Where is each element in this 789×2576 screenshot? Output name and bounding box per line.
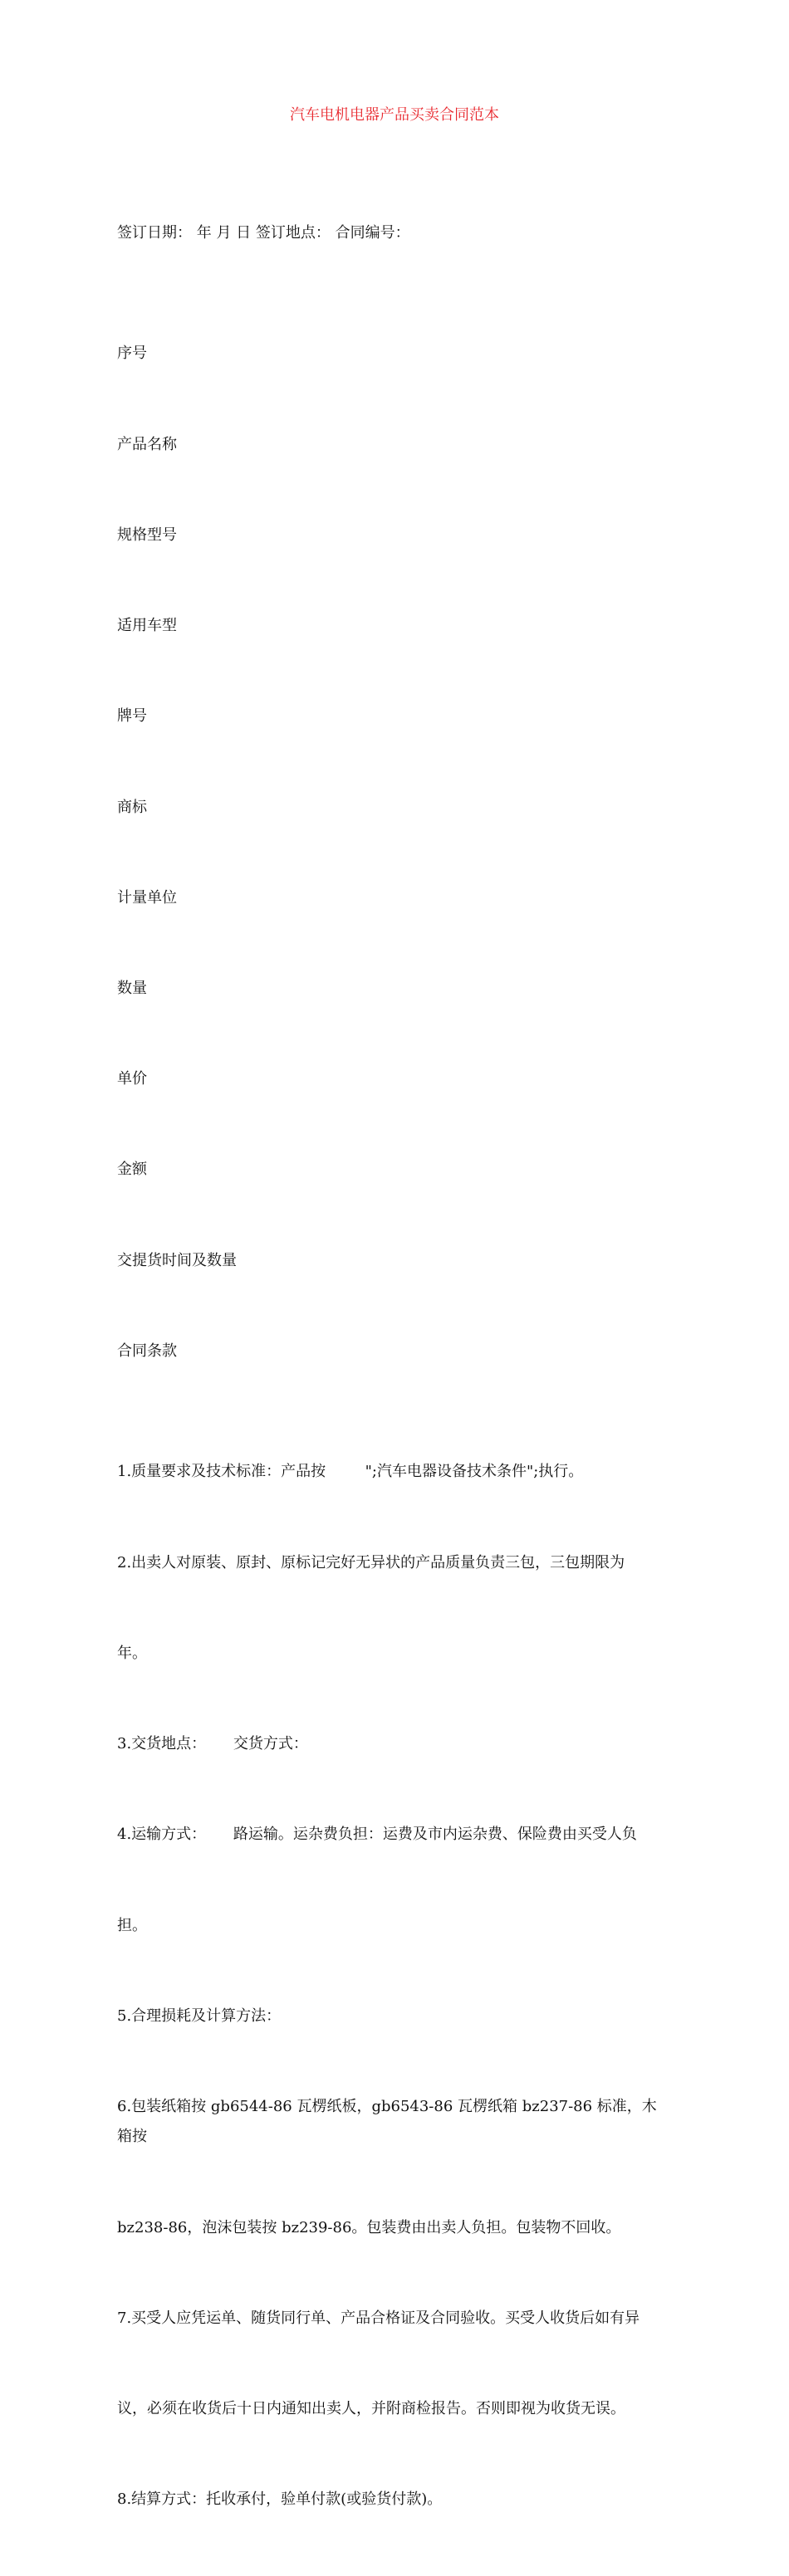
field-label: 规格型号	[117, 525, 177, 544]
clause-line: 7.买受人应凭运单、随货同行单、产品合格证及合同验收。买受人收货后如有异	[117, 2309, 640, 2327]
field-label: 产品名称	[117, 435, 177, 453]
document-body	[117, 158, 665, 2576]
clause-line: 议，必须在收货后十日内通知出卖人，并附商检报告。否则即视为收货无误。	[117, 2400, 625, 2418]
field-label: 计量单位	[117, 888, 177, 907]
clause-line: 6.包装纸箱按 gb6544-86 瓦楞纸板，gb6543-86 瓦楞纸箱 bz237-86 标准，木箱按	[117, 2098, 657, 2146]
section-heading-contract-terms: 合同条款	[117, 1342, 177, 1360]
document-title: 汽车电机电器产品买卖合同范本	[290, 106, 499, 124]
clause-line: 3.交货地点： 交货方式：	[117, 1735, 308, 1753]
field-label: 商标	[117, 798, 147, 816]
field-label: 牌号	[117, 707, 147, 726]
clause-line: bz238-86，泡沫包装按 bz239-86。包装费由出卖人负担。包装物不回收。	[117, 2218, 621, 2236]
field-label: 数量	[117, 979, 147, 997]
field-label: 交提货时间及数量	[117, 1251, 237, 1269]
clause-line: 年。	[117, 1644, 147, 1662]
clause-line: 1.质量要求及技术标准：产品按 ";汽车电器设备技术条件";执行。	[117, 1463, 584, 1481]
field-label: 单价	[117, 1070, 147, 1088]
signing-info-line: 签订日期： 年 月 日 签订地点： 合同编号：	[117, 223, 410, 242]
clause-line: 8.结算方式：托收承付，验单付款(或验货付款)。	[117, 2490, 443, 2509]
field-label: 金额	[117, 1161, 147, 1179]
field-label: 适用车型	[117, 617, 177, 635]
clause-line: 5.合理损耗及计算方法：	[117, 2007, 282, 2025]
clause-line: 4.运输方式： 路运输。运杂费负担：运费及市内运杂费、保险费由买受人负	[117, 1826, 637, 1844]
field-label: 序号	[117, 345, 147, 363]
clause-line: 2.出卖人对原装、原封、原标记完好无异状的产品质量负责三包，三包期限为	[117, 1553, 625, 1572]
clause-line: 担。	[117, 1916, 147, 1934]
